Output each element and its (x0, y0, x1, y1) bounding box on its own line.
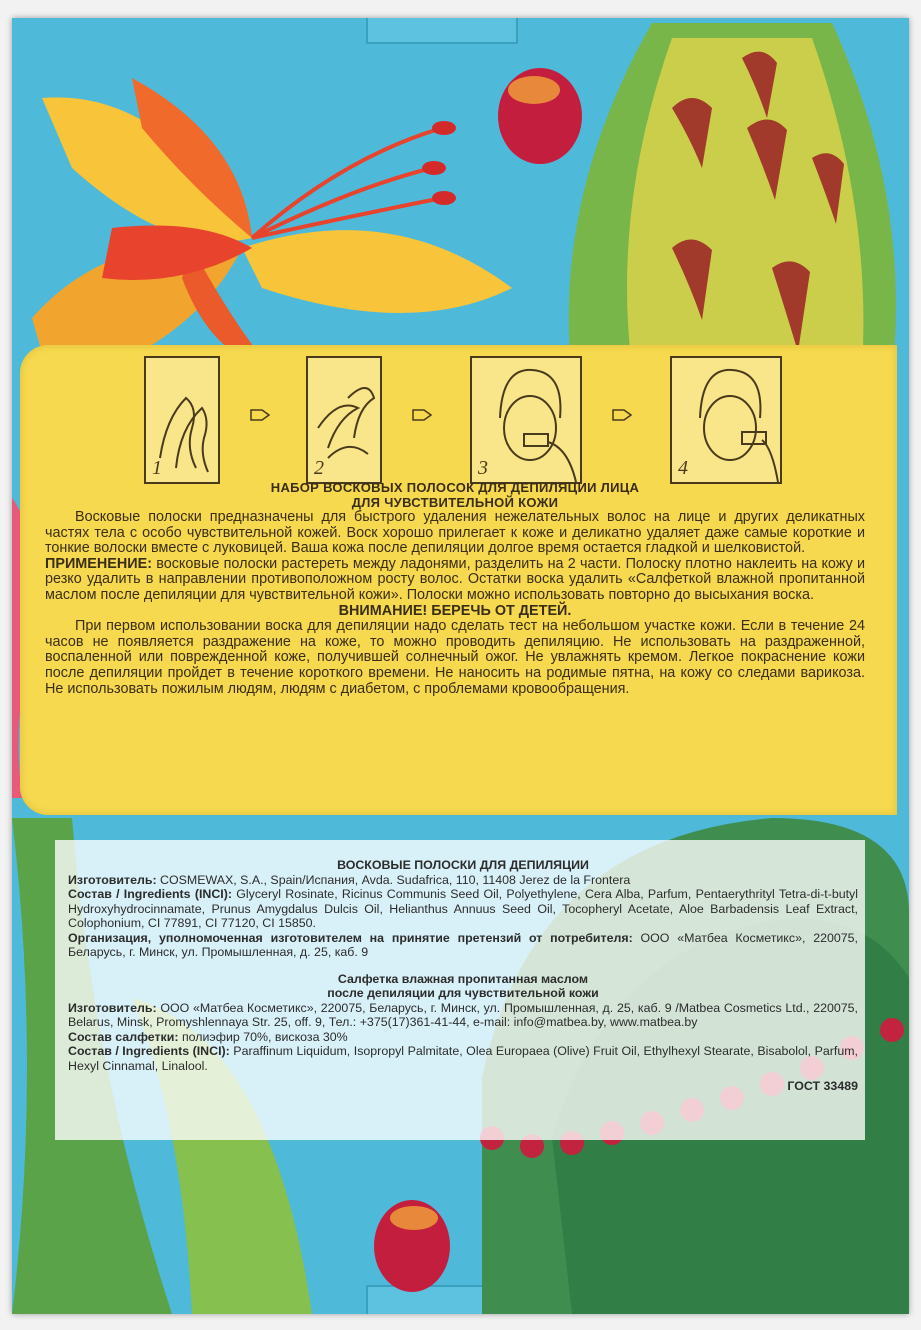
step-number: 3 (478, 457, 488, 479)
step-number: 2 (314, 457, 324, 479)
face-removing-strip-icon (672, 358, 780, 482)
step-1 (144, 356, 220, 484)
organization-text: ООО «Матбеа Косметикс», 220075, Беларусь, г. Минск, ул. Промышленная, д. 25, каб. 9 (68, 930, 858, 959)
wipe-title-line1: Салфетка влажная пропитанная маслом (337, 971, 589, 986)
wipe-title-line2: после депиляции для чувствительной кожи (327, 986, 599, 1000)
step-2 (306, 356, 382, 484)
ingredients-line (68, 887, 858, 931)
step-4 (670, 356, 782, 484)
instructions-title-line2: ДЛЯ ЧУВСТВИТЕЛЬНОЙ КОЖИ (351, 495, 559, 510)
manufacturer-label: Изготовитель: (68, 872, 157, 887)
arrow-right-icon (612, 408, 632, 422)
usage-text: восковые полоски растереть между ладонями, разделить на 2 части. Полоску плотно наклеить на кожу и резко удалить в направлении противоположном росту волос. Остатки воска удалить «Салфеткой влажной пропитанной маслом после депиляции для чувствительной кожи». Полоски можно использовать повторно до высыхания воска. (45, 555, 865, 603)
face-applying-strip-icon (472, 358, 580, 482)
wipe-ingredients-label: Состав / Ingredients (INCI): (68, 1044, 230, 1058)
organization-line (68, 931, 858, 960)
wipe-material-line (68, 1030, 858, 1045)
step-number: 4 (678, 457, 688, 479)
wipe-manufacturer-label: Изготовитель: (68, 1000, 157, 1015)
usage-paragraph (45, 557, 865, 604)
organization-label: Организация, уполномоченная изготовителем на принятие претензий от потребителя: (68, 930, 633, 945)
usage-label: ПРИМЕНЕНИЕ: (45, 555, 152, 572)
composition-text (68, 858, 858, 1094)
warning-text: ВНИМАНИЕ! БЕРЕЧЬ ОТ ДЕТЕЙ. (338, 602, 572, 619)
arrow-right-icon (412, 408, 432, 422)
instructions-title-line1: НАБОР ВОСКОВЫХ ПОЛОСОК ДЛЯ ДЕПИЛЯЦИИ ЛИЦА (270, 480, 640, 495)
arrow-right-icon (250, 408, 270, 422)
wipe-material-text: полиэфир 70%, вискоза 30% (178, 1029, 348, 1044)
box-tab-top (367, 18, 517, 43)
lily-flower (32, 78, 512, 388)
wipe-material-label: Состав салфетки: (68, 1029, 179, 1044)
gost-standard: ГОСТ 33489 (787, 1079, 858, 1093)
steps-illustration (110, 350, 790, 485)
intro-paragraph: Восковые полоски предназначены для быстрого удаления нежелательных волос на лице и других деликатных частях тела с особо чувствительной кожей. Воск хорошо прилегает к коже и деликатно удаляет даже самые короткие и тонкие волоски вместе с луковицей. Ваша кожа после депиляции долгое время остается гладкой и шелковистой. (45, 509, 865, 557)
step-3 (470, 356, 582, 484)
wipe-manufacturer-line (68, 1001, 858, 1030)
wipe-ingredients-text: Paraffinum Liquidum, Isopropyl Palmitate, Olea Europaea (Olive) Fruit Oil, Ethylhexyl Stearate, Bisabolol, Parfum, Hexyl Cinnamal, Linalool. (68, 1044, 858, 1073)
leaf-yellow-glow (627, 38, 863, 368)
manufacturer-text: COSMEWAX, S.A., Spain/Испания, Avda. Sudafrica, 110, 11408 Jerez de la Frontera (156, 872, 631, 887)
manufacturer-line (68, 873, 858, 888)
ingredients-text: Glyceryl Rosinate, Ricinus Communis Seed Oil, Polyethylene, Cera Alba, Parfum, Pentaerythrityl Tetra-di-t-butyl Hydroxyhydrocinnamate, Prunus Amygdalus Dulcis Oil, Helianthus Annuus Seed Oil, Tocopheryl Acetate, Aloe Barbadensis Leaf Extract, Colophonium, CI 77891, CI 77120, CI 15850. (68, 887, 858, 930)
wipe-manufacturer-text: ООО «Матбеа Косметикс», 220075, Беларусь, г. Минск, ул. Промышленная, д. 25, каб. 9 /Matbea Cosmetics Ltd., 220075, Belarus, Minsk, Promyshlennaya Str. 25, off. 9, Тел.: +375(17)361-41-44, e-mail: info@matbea.by, www.matbea.by (68, 1000, 858, 1029)
ingredients-label: Состав / Ingredients (INCI): (68, 887, 233, 901)
wipe-ingredients-line (68, 1044, 858, 1073)
strips-title: ВОСКОВЫЕ ПОЛОСКИ ДЛЯ ДЕПИЛЯЦИИ (337, 858, 589, 872)
instructions-text (45, 480, 865, 697)
step-number: 1 (152, 457, 162, 479)
caution-paragraph: При первом использовании воска для депиляции надо сделать тест на небольшом участке кожи. Если в течение 24 часов не появляется раздражение на коже, то можно проводить депиляцию. Не использовать на раздраженной, воспаленной или поврежденной коже, получившей солнечный ожог. Не увлажнять кремом. Легкое покраснение кожи после депиляции пройдет в течение короткого времени. Не наносить на родимые пятна, на кожу со следами варикоза. Не использовать пожилым людям, людям с диабетом, с проблемами кровообращения. (45, 618, 865, 697)
